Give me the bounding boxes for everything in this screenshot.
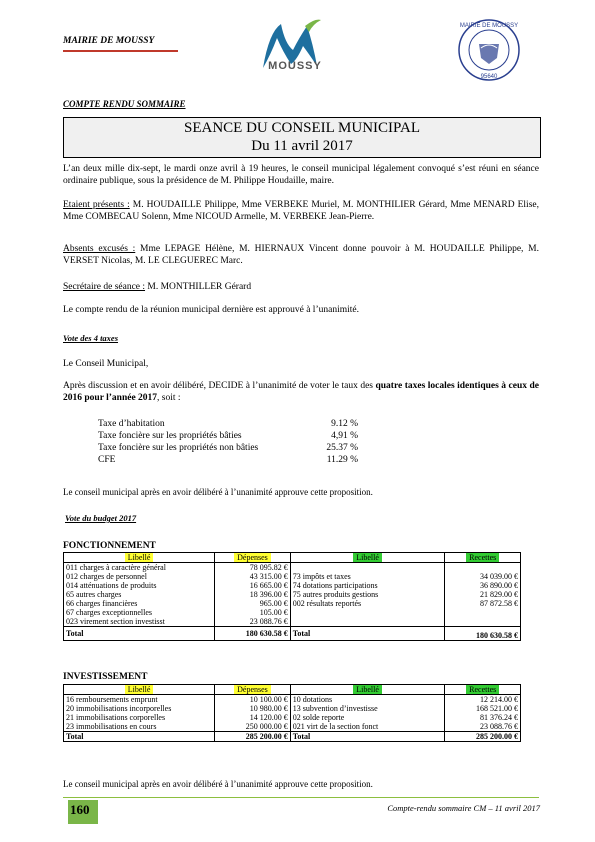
tax-value: 9.12 % [331, 419, 358, 429]
title-line1: SEANCE DU CONSEIL MUNICIPAL [184, 120, 420, 136]
intro-paragraph: L’an deux mille dix-sept, le mardi onze avril à 19 heures, le conseil municipal légalement convoqué s’est réuni en séance ordinaire publique, sous la présidence de M. Philippe Houdaille, maire. [63, 164, 539, 186]
footer-caption: Compte-rendu sommaire CM – 11 avril 2017 [387, 803, 540, 813]
rec-label: 10 dotations [290, 695, 445, 705]
tax-label: CFE [98, 455, 116, 465]
rec-label: 74 dotations participations [290, 581, 445, 590]
rec-label: 13 subvention d’investisse [290, 704, 445, 713]
rec-value: 168 521.00 € [445, 704, 521, 713]
dep-value: 10 980.00 € [215, 704, 291, 713]
table-row [64, 713, 521, 722]
tax-label: Taxe d’habitation [98, 419, 165, 429]
decide-pre: Après discussion et en avoir délibéré, DECIDE à l’unanimité de voter le taux des [63, 381, 376, 391]
col-depenses [215, 685, 291, 695]
header-recettes: Recettes [466, 685, 499, 694]
investissement-title: INVESTISSEMENT [63, 672, 148, 682]
decide-post: , soit : [157, 393, 181, 403]
rec-value: 23 088.76 € [445, 722, 521, 732]
dep-value: 16 665.00 € [215, 581, 291, 590]
title-line2: Du 11 avril 2017 [251, 138, 353, 154]
tax-value: 25.37 % [326, 443, 358, 453]
approval-paragraph: Le compte rendu de la réunion municipal dernière est approuvé à l’unanimité. [63, 305, 359, 315]
table-row [64, 599, 521, 608]
header-libelle: Libellé [125, 553, 154, 562]
rec-label [290, 563, 445, 573]
table-row [64, 704, 521, 713]
rec-label: 73 impôts et taxes [290, 572, 445, 581]
col-recettes [445, 685, 521, 695]
rec-label: 02 solde reporte [290, 713, 445, 722]
rec-value [445, 608, 521, 617]
vote-budget-heading: Vote du budget 2017 [65, 513, 137, 523]
dep-label: 23 immobilisations en cours [64, 722, 215, 732]
tax-row [98, 418, 358, 430]
tax-row [98, 454, 358, 466]
dep-value: 250 000.00 € [215, 722, 291, 732]
table-row [64, 581, 521, 590]
header-libelle: Libellé [353, 685, 382, 694]
absents-label: Absents excusés : [63, 244, 136, 254]
header-depenses: Dépenses [234, 685, 271, 694]
dep-value: 78 095.82 € [215, 563, 291, 573]
total-depenses: 180 630.58 € [215, 627, 291, 641]
decide-paragraph [63, 380, 539, 404]
tax-value: 11.29 % [326, 455, 358, 465]
dep-label: 011 charges à caractère général [64, 563, 215, 573]
approval-proposition-1: Le conseil municipal après en avoir délibéré à l’unanimité approuve cette proposition. [63, 487, 373, 497]
secretaire-label: Secrétaire de séance : [63, 282, 146, 292]
table-row [64, 563, 521, 573]
table-row [64, 590, 521, 599]
col-recettes [445, 553, 521, 563]
table-row [64, 608, 521, 617]
rec-value: 36 890.00 € [445, 581, 521, 590]
rec-label: 75 autres produits gestions [290, 590, 445, 599]
presents-label: Etaient présents : [63, 200, 130, 210]
dep-label: 20 immobilisations incorporelles [64, 704, 215, 713]
col-libelle-rec [290, 685, 445, 695]
presents-paragraph [63, 199, 539, 223]
dep-value: 105.00 € [215, 608, 291, 617]
absents-text: Mme LEPAGE Hélène, M. HIERNAUX Vincent donne pouvoir à M. HOUDAILLE Philippe, M. VERSET Nicolas, M. LE CLEGUEREC Marc. [63, 244, 539, 266]
mairie-seal [457, 18, 521, 82]
investissement-table [63, 684, 521, 742]
logo-text: MOUSSY [268, 60, 322, 72]
tax-row [98, 430, 358, 442]
mairie-label: MAIRIE DE MOUSSY [63, 36, 155, 46]
total-label: Total [290, 732, 445, 742]
dep-label: 67 charges exceptionnelles [64, 608, 215, 617]
rec-label [290, 608, 445, 617]
moussy-logo [255, 14, 335, 80]
rec-label: 021 virt de la section fonct [290, 722, 445, 732]
rec-value [445, 563, 521, 573]
dep-value: 14 120.00 € [215, 713, 291, 722]
header-recettes: Recettes [466, 553, 499, 562]
vote-taxes-heading: Vote des 4 taxes [63, 333, 119, 343]
tax-value: 4,91 % [331, 431, 358, 441]
fonctionnement-table [63, 552, 521, 641]
col-depenses [215, 553, 291, 563]
rec-label [290, 617, 445, 627]
dep-label: 16 remboursements emprunt [64, 695, 215, 705]
table-row [64, 695, 521, 705]
dep-label: 023 virement section investisst [64, 617, 215, 627]
seal-text-bottom: 95640 [480, 74, 498, 80]
approval-proposition-2: Le conseil municipal après en avoir délibéré à l’unanimité approuve cette proposition. [63, 779, 373, 789]
total-depenses: 285 200.00 € [215, 732, 291, 742]
tax-label: Taxe foncière sur les propriétés non bâties [98, 443, 259, 453]
total-row [64, 627, 521, 641]
dep-value: 23 088.76 € [215, 617, 291, 627]
dep-label: 21 immobilisations corporelles [64, 713, 215, 722]
dep-value: 18 396.00 € [215, 590, 291, 599]
total-label: Total [64, 627, 215, 641]
table-row [64, 572, 521, 581]
secretaire-text: M. MONTHILLER Gérard [145, 282, 252, 292]
conseil-label: Le Conseil Municipal, [63, 359, 149, 369]
taxes-list [98, 418, 358, 466]
rec-value: 21 829.00 € [445, 590, 521, 599]
rec-value: 87 872.58 € [445, 599, 521, 608]
dep-label: 66 charges financières [64, 599, 215, 608]
secretaire-paragraph [63, 281, 539, 293]
presents-text: M. HOUDAILLE Philippe, Mme VERBEKE Muriel, M. MONTHILIER Gérard, Mme MENARD Elise, Mme COMBECAU Solenn, Mme NICOUD Armelle, M. VERBEKE Jean-Pierre. [63, 200, 539, 222]
footer-rule [63, 797, 539, 798]
fonctionnement-title: FONCTIONNEMENT [63, 541, 156, 551]
header-libelle: Libellé [353, 553, 382, 562]
rec-label: 002 résultats reportés [290, 599, 445, 608]
table-row [64, 722, 521, 732]
rec-value: 81 376.24 € [445, 713, 521, 722]
table-header-row [64, 685, 521, 695]
compte-rendu-label: COMPTE RENDU SOMMAIRE [63, 99, 186, 109]
table-row [64, 617, 521, 627]
rec-value: 12 214.00 € [445, 695, 521, 705]
rec-value: 34 039.00 € [445, 572, 521, 581]
header-depenses: Dépenses [234, 553, 271, 562]
col-libelle-dep [64, 553, 215, 563]
tax-row [98, 442, 358, 454]
header-rule [63, 50, 178, 52]
decide-bold: quatre taxes locales identiques à ceux de 2016 pour l’année 2017 [63, 381, 539, 403]
total-label: Total [290, 627, 445, 641]
dep-value: 965.00 € [215, 599, 291, 608]
dep-label: 65 autres charges [64, 590, 215, 599]
absents-paragraph [63, 243, 539, 267]
page-number: 160 [70, 802, 90, 817]
total-row [64, 732, 521, 742]
col-libelle-dep [64, 685, 215, 695]
total-label: Total [64, 732, 215, 742]
dep-value: 10 100.00 € [215, 695, 291, 705]
total-recettes: 180 630.58 € [445, 627, 521, 641]
header-libelle: Libellé [125, 685, 154, 694]
total-recettes: 285 200.00 € [445, 732, 521, 742]
dep-value: 43 315.00 € [215, 572, 291, 581]
table-header-row [64, 553, 521, 563]
title-box [63, 117, 541, 158]
dep-label: 014 atténuations de produits [64, 581, 215, 590]
col-libelle-rec [290, 553, 445, 563]
rec-value [445, 617, 521, 627]
seal-text-top: MAIRIE DE MOUSSY [459, 23, 519, 29]
dep-label: 012 charges de personnel [64, 572, 215, 581]
tax-label: Taxe foncière sur les propriétés bâties [98, 431, 242, 441]
